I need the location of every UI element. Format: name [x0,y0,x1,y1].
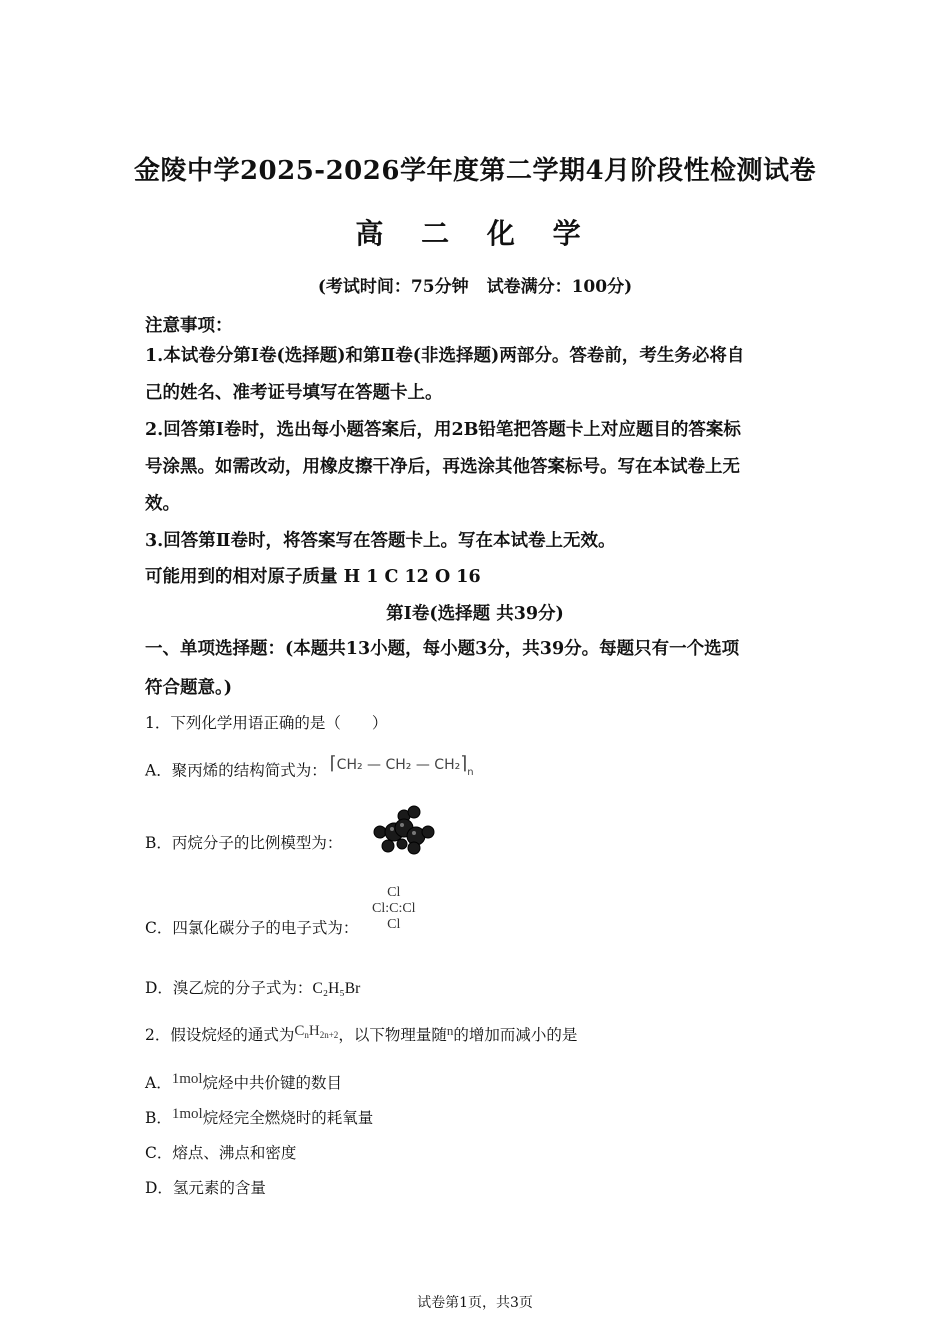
q1-option-b [145,832,342,854]
ccl4-electron-formula: Cl Cl:C:Cl Cl [372,885,416,932]
section-title: 第Ⅰ卷(选择题 共39分) [386,604,564,624]
notes-line: 3.回答第Ⅱ卷时，将答案写在答题卡上。写在本试卷上无效。 [145,531,616,551]
exam-info [0,272,950,297]
notes-line: 2.回答第Ⅰ卷时，选出每小题答案后，用2B铅笔把答题卡上对应题目的答案标 [145,420,741,440]
q2-option-c: C．熔点、沸点和密度 [145,1144,297,1162]
notes-line: 效。 [145,494,180,514]
q2-option-b: B．1mol烷烃完全燃烧时的耗氧量 [145,1106,374,1127]
section-instruction: 一、单项选择题：(本题共13小题，每小题3分，共39分。每题只有一个选项 [145,639,740,659]
page-footer: 试卷第1页，共3页 [417,1295,533,1311]
q1-option-a-text: A．聚丙烯的结构简式为： [145,761,327,780]
q2-stem: 2．假设烷烃的通式为$C_nH_{2n+2}$，以下物理量随$^n$的增加而减小的是 [145,1023,578,1044]
section-instruction: 符合题意。) [145,678,233,698]
exam-time: (考试时间：75分钟 [317,277,469,297]
notes-heading: 注意事项： [145,316,233,336]
atomic-mass-line: 可能用到的相对原子质量 H 1 C 12 O 16 [145,567,481,587]
q1-option-c [145,917,358,939]
exam-title: 金陵中学2025-2026学年度第二学期4月阶段性检测试卷 [133,156,817,186]
q2-option-d: D．氢元素的含量 [145,1179,266,1197]
alkane-general-formula: $C_nH_{2n+2}$ [294,1023,339,1040]
q1-option-b-text: B．丙烷分子的比例模型为： [145,834,343,852]
bromoethane-formula: C₂H₅Br [312,980,361,997]
propane-space-filling-model [366,802,438,860]
q1-option-d: D．溴乙烷的分子式为：C₂H₅Br [145,979,361,997]
notes-line: 1.本试卷分第Ⅰ卷(选择题)和第Ⅱ卷(非选择题)两部分。答卷前，考生务必将自 [145,346,745,366]
notes-line: 号涂黑。如需改动，用橡皮擦干净后，再选涂其他答案标号。写在本试卷上无 [145,457,740,477]
subject-title: 高 二 化 学 [355,217,595,250]
q1-option-a [145,753,480,784]
q1-option-c-text: C．四氯化碳分子的电子式为： [145,919,359,937]
polypropylene-formula: ⌈CH₂ — CH₂ — $CH_2⌉_n$ [329,753,474,778]
notes-line: 己的姓名、准考证号填写在答题卡上。 [145,383,443,403]
exam-score: 试卷满分：100分) [486,277,633,297]
q1-stem: 1．下列化学用语正确的是（ ） [145,714,388,732]
q2-option-a: A．1mol烷烃中共价键的数目 [145,1071,343,1092]
